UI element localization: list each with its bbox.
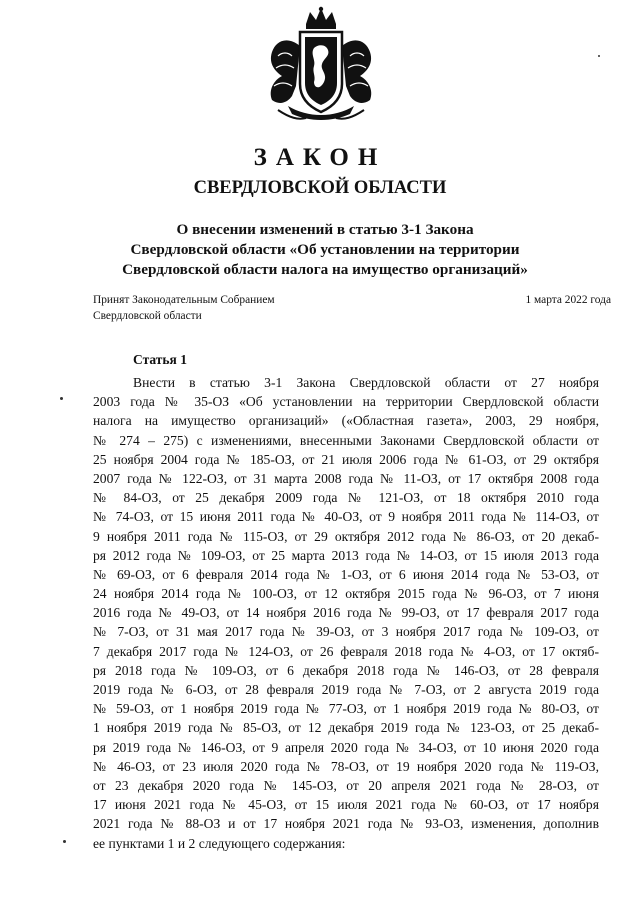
adoption-note bbox=[93, 292, 275, 324]
body-line: № 7-ОЗ, от 31 мая 2017 года № 39-ОЗ, от 3 ноября 2017 года № 109-ОЗ, от bbox=[93, 624, 599, 640]
body-line: № 74-ОЗ, от 15 июня 2011 года № 40-ОЗ, от 9 ноября 2011 года № 114-ОЗ, от bbox=[93, 509, 599, 525]
adoption-date: 1 марта 2022 года bbox=[525, 294, 611, 306]
body-line: 1 ноября 2019 года № 85-ОЗ, от 12 декабря 2019 года № 123-ОЗ, от 25 декаб- bbox=[93, 720, 599, 736]
body-line: 17 июня 2021 года № 45-ОЗ, от 15 июля 2021 года № 60-ОЗ, от 17 ноября bbox=[93, 797, 599, 813]
body-line: № 274 – 275) с изменениями, внесенными Законами Свердловской области от bbox=[93, 432, 599, 448]
scan-speck bbox=[60, 397, 63, 400]
body-line: 25 ноября 2004 года № 185-ОЗ, от 21 июля 2006 года № 61-ОЗ, от 29 октября bbox=[93, 451, 599, 467]
subject-line: Свердловской области «Об установлении на территории bbox=[130, 241, 520, 258]
body-line: № 69-ОЗ, от 6 февраля 2014 года № 1-ОЗ, от 6 июня 2014 года № 53-ОЗ, от bbox=[93, 566, 599, 582]
scan-speck bbox=[598, 55, 600, 57]
subject-line: О внесении изменений в статью 3-1 Закона bbox=[176, 221, 474, 238]
body-line: налога на имущество организаций» («Областная газета», 2003, 29 ноября, bbox=[93, 413, 599, 429]
scan-speck bbox=[63, 840, 66, 843]
body-line: № 84-ОЗ, от 25 декабря 2009 года № 121-ОЗ, от 18 октября 2010 года bbox=[93, 490, 599, 506]
region-title: СВЕРДЛОВСКОЙ ОБЛАСТИ bbox=[193, 178, 447, 198]
body-line: 9 ноября 2011 года № 115-ОЗ, от 29 октября 2012 года № 86-ОЗ, от 20 декаб- bbox=[93, 528, 599, 544]
body-line: 2016 года № 49-ОЗ, от 14 ноября 2016 года № 99-ОЗ, от 17 февраля 2017 года bbox=[93, 605, 599, 621]
body-line: ря 2018 года № 109-ОЗ, от 6 декабря 2018 года № 146-ОЗ, от 28 февраля bbox=[93, 662, 599, 678]
body-line: 24 ноября 2014 года № 100-ОЗ, от 12 октября 2015 года № 96-ОЗ, от 7 июня bbox=[93, 586, 599, 602]
subject-line: Свердловской области налога на имущество организаций» bbox=[122, 261, 528, 278]
article-heading: Статья 1 bbox=[133, 352, 187, 367]
body-line: ря 2012 года № 109-ОЗ, от 25 марта 2013 года № 14-ОЗ, от 15 июля 2013 года bbox=[93, 547, 599, 563]
body-line: 7 декабря 2017 года № 124-ОЗ, от 26 февраля 2018 года № 4-ОЗ, от 17 октяб- bbox=[93, 643, 599, 659]
body-line: 2021 года № 88-ОЗ и от 17 ноября 2021 года № 93-ОЗ, изменения, дополнив bbox=[93, 816, 599, 832]
article-body bbox=[93, 373, 599, 853]
document-type-title: ЗАКОН bbox=[253, 144, 387, 171]
coat-of-arms-icon bbox=[258, 6, 384, 124]
adoption-line: Свердловской области bbox=[93, 310, 202, 322]
body-line: 2019 года № 6-ОЗ, от 28 февраля 2019 года № 7-ОЗ, от 2 августа 2019 года bbox=[93, 682, 599, 697]
body-line: 2003 года № 35-ОЗ «Об установлении на территории Свердловской области bbox=[93, 394, 599, 410]
law-subject-title bbox=[60, 220, 590, 280]
body-line: № 59-ОЗ, от 1 ноября 2019 года № 77-ОЗ, от 1 ноября 2019 года № 80-ОЗ, от bbox=[93, 701, 599, 717]
adoption-line: Принят Законодательным Собранием bbox=[93, 294, 275, 306]
body-line: от 23 декабря 2020 года № 145-ОЗ, от 20 апреля 2021 года № 28-ОЗ, от bbox=[93, 777, 599, 793]
body-line: № 46-ОЗ, от 23 июля 2020 года № 78-ОЗ, от 19 ноября 2020 года № 119-ОЗ, bbox=[93, 758, 599, 774]
body-line: ее пунктами 1 и 2 следующего содержания: bbox=[93, 835, 346, 851]
body-line: Внести в статью 3-1 Закона Свердловской области от 27 ноября bbox=[133, 375, 599, 390]
body-line: 2007 года № 122-ОЗ, от 31 марта 2008 года № 11-ОЗ, от 17 октября 2008 года bbox=[93, 470, 599, 486]
body-line: ря 2019 года № 146-ОЗ, от 9 апреля 2020 года № 34-ОЗ, от 10 июня 2020 года bbox=[93, 739, 599, 755]
